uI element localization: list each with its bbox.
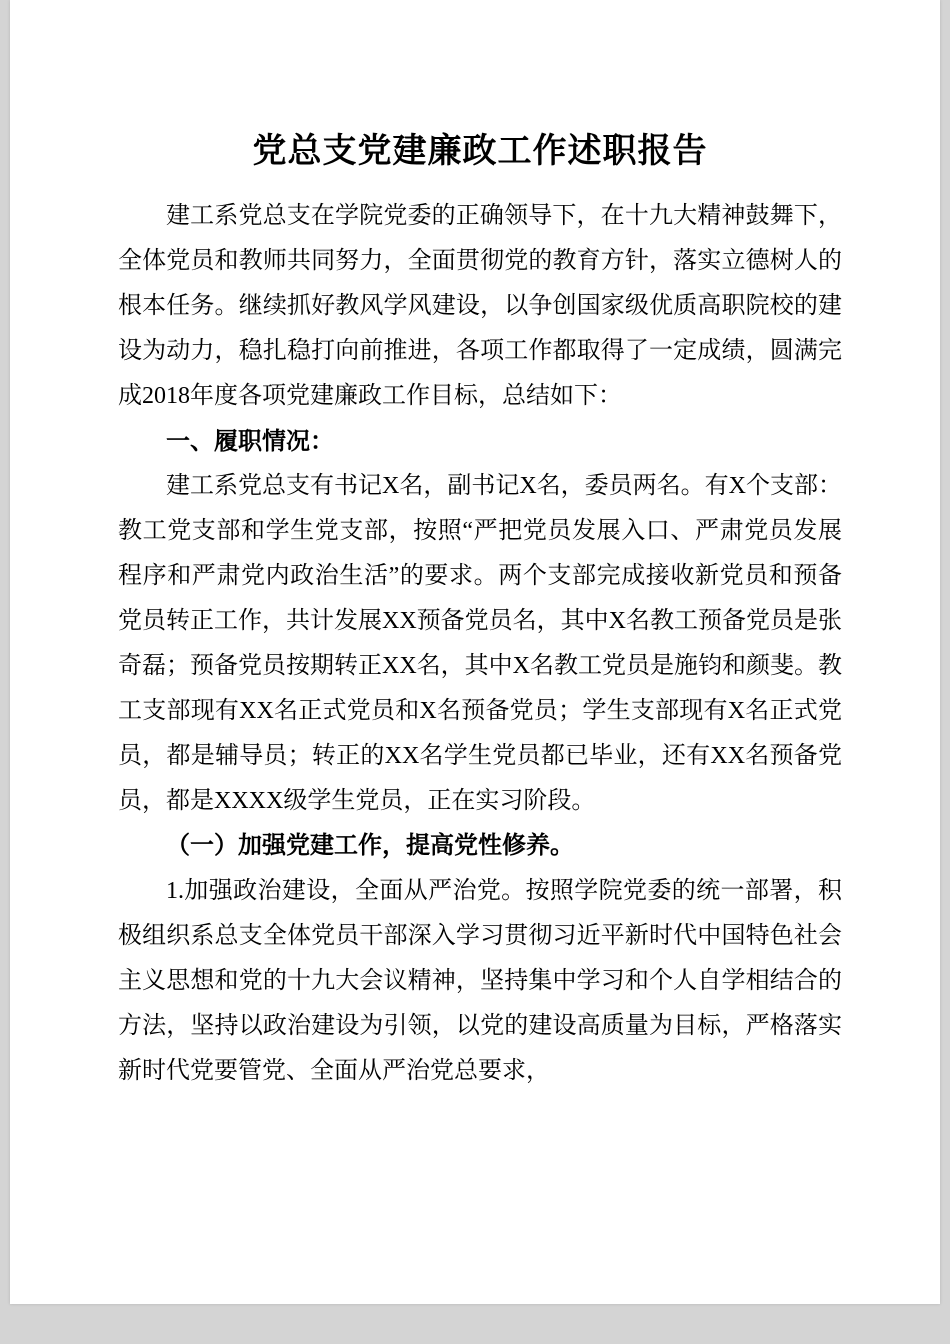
- paragraph-performance: 建工系党总支有书记X名，副书记X名，委员两名。有X个支部：教工党支部和学生党支部，按照“严把党员发展入口、严肃党员发展程序和严肃党内政治生活”的要求。两个支部完成接收新党员和预备党员转正工作，共计发展XX预备党员名，其中X名教工预备党员是张奇磊；预备党员按期转正XX名，其中X名教工党员是施钧和颜斐。教工支部现有XX名正式党员和X名预备党员；学生支部现有X名正式党员，都是辅导员；转正的XX名学生党员都已毕业，还有XX名预备党员，都是XXXX级学生党员，正在实习阶段。: [118, 473, 842, 814]
- document-title: 党总支党建廉政工作述职报告: [252, 133, 708, 170]
- section-heading-performance: 一、履职情况：: [166, 428, 334, 455]
- subsection-heading-party-building: （一）加强党建工作，提高党性修养。: [166, 833, 574, 859]
- document-page: [10, 0, 940, 1304]
- paragraph-point-1: 1.加强政治建设，全面从严治党。按照学院党委的统一部署，积极组织系总支全体党员干部深入学习贯彻习近平新时代中国特色社会主义思想和党的十九大会议精神，坚持集中学习和个人自学相结合的方法，坚持以政治建设为引领，以党的建设高质量为目标，严格落实新时代党要管党、全面从严治党总要求，: [118, 878, 842, 1084]
- paragraph-intro: 建工系党总支在学院党委的正确领导下，在十九大精神鼓舞下，全体党员和教师共同努力，全面贯彻党的教育方针，落实立德树人的根本任务。继续抓好教风学风建设，以争创国家级优质高职院校的建设为动力，稳扎稳打向前推进，各项工作都取得了一定成绩，圆满完成2018年度各项党建廉政工作目标，总结如下：: [118, 203, 842, 409]
